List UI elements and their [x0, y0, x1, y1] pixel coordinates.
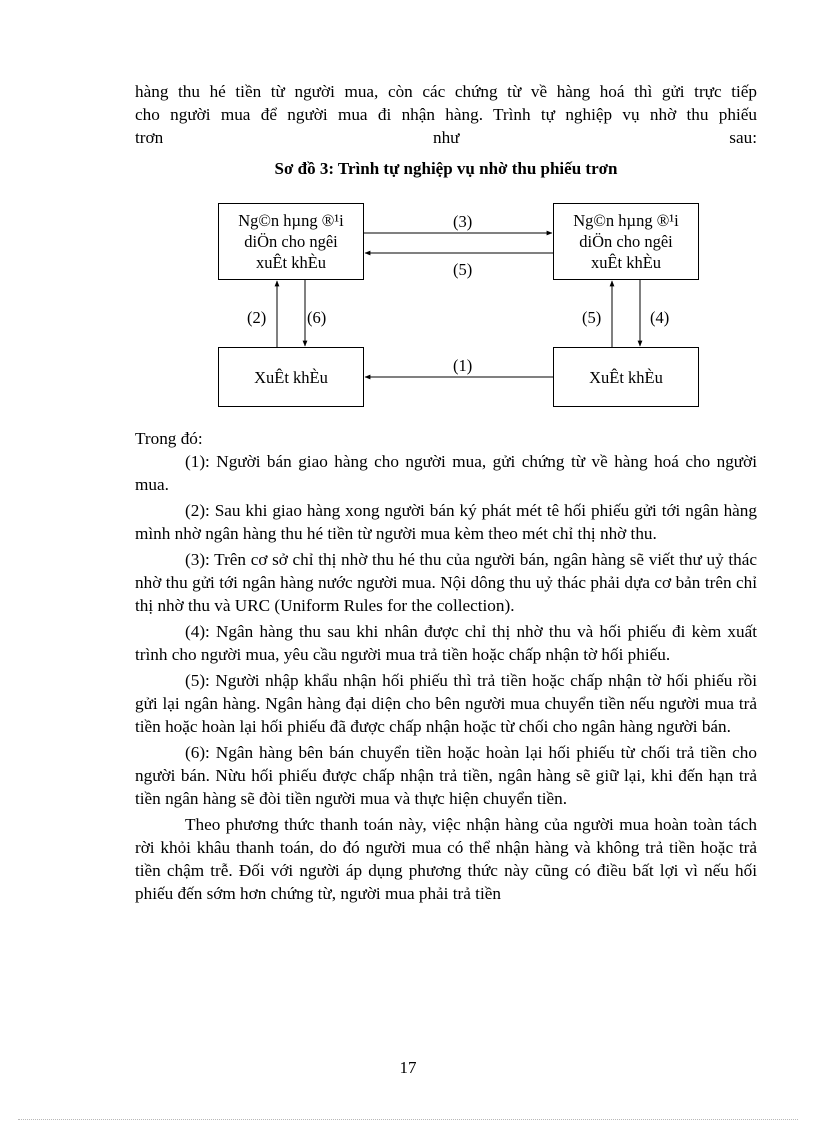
box-top-left-line-3: xuÊt khÈu [255, 253, 327, 272]
intro-line-2: cho người mua để người mua đi nhận hàng. Trình tự nghiệp vụ nhờ thu phiếu [135, 105, 757, 124]
box-bottom-right-label: XuÊt khÈu [589, 367, 663, 387]
box-bank-top-right [553, 203, 699, 280]
footer-divider [18, 1119, 798, 1120]
paragraph-step6: (6): Ngân hàng bên bán chuyển tiền hoặc hoàn lại hối phiếu từ chối trả tiền cho người bán. Nừu hối phiếu được chấp nhận trả tiền, ngân hàng sẽ giữ lại, khi đến hạn trả tiền ngân hàng sẽ đòi tiền người mua và thực hiện chuyển tiền. [135, 743, 757, 808]
paragraph-step4: (4): Ngân hàng thu sau khi nhân được chỉ thị nhờ thu và hối phiếu đi kèm xuất trình cho người mua, yêu cầu người mua trả tiền hoặc chấp nhận tờ hối phiếu. [135, 622, 757, 664]
paragraph-step1: (1): Người bán giao hàng cho người mua, gửi chứng từ về hàng hoá cho người mua. [135, 452, 757, 494]
label-step6: (6) [307, 308, 327, 327]
box-bottom-left-label: XuÊt khÈu [254, 367, 328, 387]
label-step4: (4) [650, 308, 670, 327]
box-top-right-line-2: diÖn cho ngêi [579, 232, 673, 251]
label-step3: (3) [453, 212, 473, 231]
explanation-text [135, 427, 757, 905]
paragraph-step5: (5): Người nhập khẩu nhận hối phiếu thì trả tiền hoặc chấp nhận tờ hối phiếu rồi gửi lại ngân hàng. Ngân hàng đại diện cho bên người mua chuyển tiền nếu người mua trả tiền hoặc hoàn lại hối phiếu đã được chấp nhận hoặc từ chối cho ngân hàng người bán. [135, 671, 757, 736]
intro-line-3: trơn như sau: [135, 128, 757, 147]
label-step2: (2) [247, 308, 267, 327]
paragraph-step2: (2): Sau khi giao hàng xong người bán ký phát mét tê hối phiếu gửi tới ngân hàng mình nhờ ngân hàng thu hé tiền từ người mua kèm theo mét chỉ thị nhờ thu. [135, 501, 757, 543]
box-bank-top-left [218, 203, 364, 280]
box-top-left-line-2: diÖn cho ngêi [244, 232, 338, 251]
box-exporter-bottom-right [553, 347, 699, 407]
box-top-left-line-1: Ng©n hµng ®¹i [238, 211, 344, 230]
page-number: 17 [399, 1058, 417, 1077]
explanation-heading: Trong đó: [135, 429, 203, 448]
label-step5-vertical: (5) [582, 308, 602, 327]
box-top-right-line-3: xuÊt khÈu [590, 253, 662, 272]
box-exporter-bottom-left [218, 347, 364, 407]
label-step5-horizontal: (5) [453, 260, 473, 279]
box-top-right-line-1: Ng©n hµng ®¹i [573, 211, 679, 230]
intro-line-1: hàng thu hé tiền từ người mua, còn các chứng từ về hàng hoá thì gửi trực tiếp [135, 82, 757, 101]
label-step1: (1) [453, 356, 473, 375]
intro-paragraph [135, 80, 757, 149]
paragraph-step3: (3): Trên cơ sở chỉ thị nhờ thu hé thu của người bán, ngân hàng sẽ viết thư uỷ thác nhờ thu gửi tới ngân hàng nước người mua. Nội dông thu uỷ thác phải dựa cơ bản trên chỉ thị nhờ thu và URC (Uniform Rules for the collection). [135, 550, 757, 615]
paragraph-closing: Theo phương thức thanh toán này, việc nhận hàng của người mua hoàn toàn tách rời khỏi khâu thanh toán, do đó người mua có thể nhận hàng và không trả tiền hoặc trả tiền chậm trễ. Đối với người áp dụng phương thức này cũng có điều bất lợi vì nếu hối phiếu đến sớm hơn chứng từ, người mua phải trả tiền [135, 815, 757, 903]
diagram-caption: Sơ đồ 3: Trình tự nghiệp vụ nhờ thu phiếu trơn [274, 159, 618, 178]
